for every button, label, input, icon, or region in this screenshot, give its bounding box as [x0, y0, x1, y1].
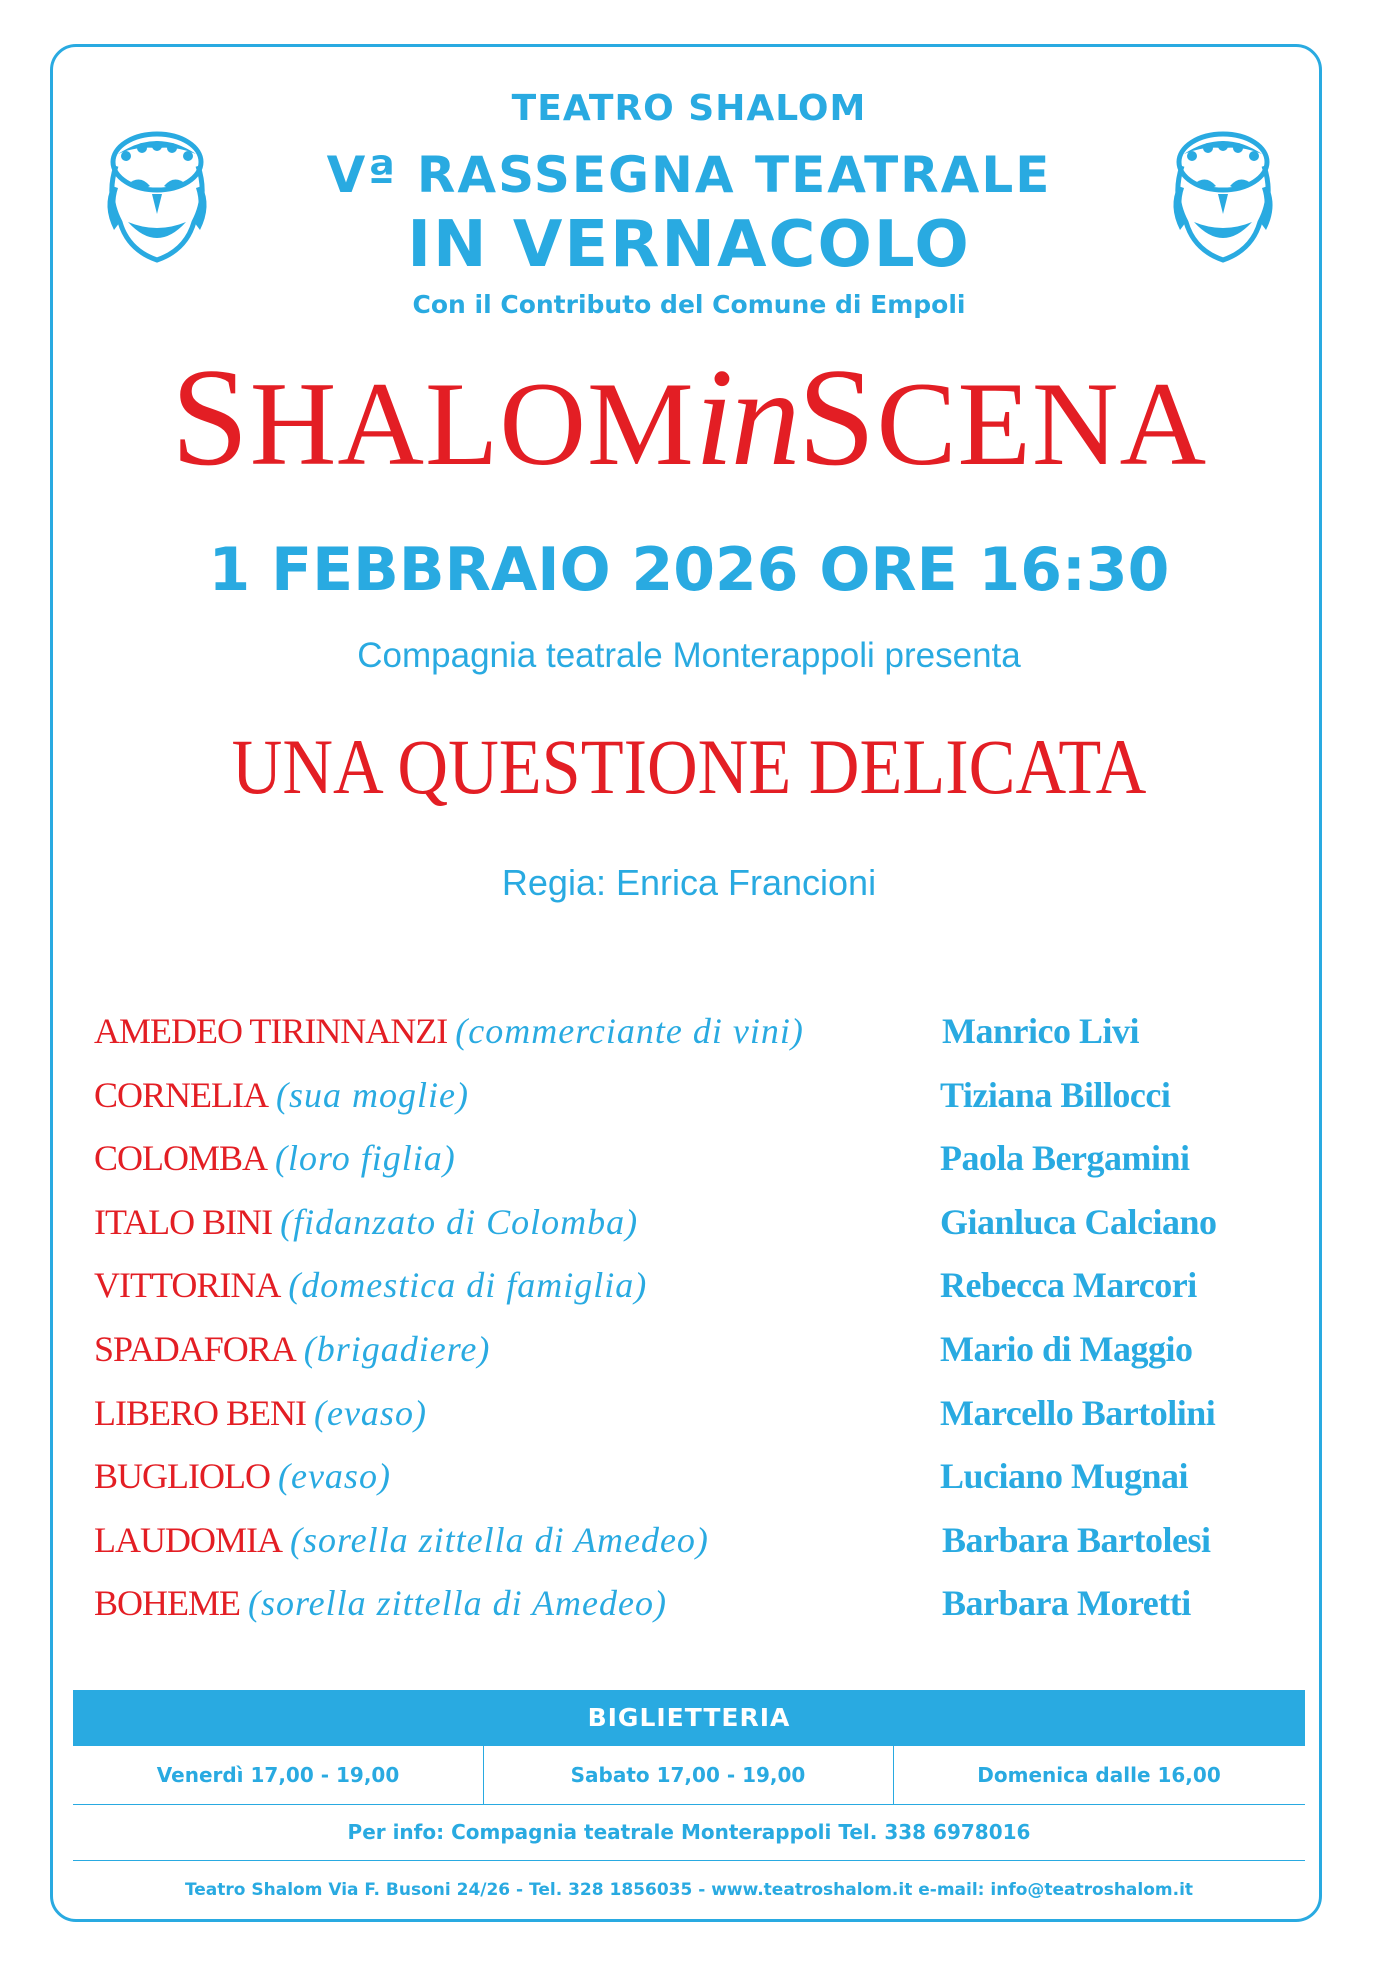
info-contact: Per info: Compagnia teatrale Monterappoli Tel. 338 6978016 [73, 1804, 1305, 1861]
hours-friday: Venerdì 17,00 - 19,00 [73, 1746, 484, 1804]
role-description: (commerciante di vini) [455, 1011, 804, 1051]
hours-saturday: Sabato 17,00 - 19,00 [483, 1746, 894, 1804]
role-description: (evaso) [313, 1393, 427, 1433]
actor-name: Manrico Livi [942, 1011, 1139, 1051]
role-description: (sua moglie) [276, 1075, 469, 1115]
footer-address: Teatro Shalom Via F. Busoni 24/26 - Tel. 328 1856035 - www.teatroshalom.it e-mail: info@teatroshalom.it [184, 1880, 1194, 1900]
role-description: (domestica di famiglia) [288, 1265, 648, 1305]
actor-name: Luciano Mugnai [940, 1456, 1189, 1496]
role-name: LAUDOMIA [94, 1520, 282, 1560]
role-name: CORNELIA [94, 1075, 268, 1115]
company-presents: Compagnia teatrale Monterappoli presenta [357, 636, 1021, 675]
cast-row [94, 1392, 1294, 1452]
actor-name: Paola Bergamini [940, 1138, 1190, 1178]
title-part-in: in [694, 340, 798, 495]
actor-name: Barbara Bartolesi [942, 1520, 1211, 1560]
actor-name: Mario di Maggio [940, 1329, 1193, 1369]
festival-title: Vª RASSEGNA TEATRALE [326, 146, 1052, 204]
title-part-halom: HALOM [249, 357, 695, 490]
theatre-name: TEATRO SHALOM [511, 88, 867, 129]
role-description: (evaso) [277, 1456, 391, 1496]
role-name: BUGLIOLO [94, 1456, 270, 1496]
role-name: AMEDEO TIRINNANZI [94, 1011, 448, 1051]
actor-name: Tiziana Billocci [940, 1075, 1171, 1115]
role-description: (fidanzato di Colomba) [280, 1202, 639, 1242]
cast-row [94, 1137, 1294, 1197]
box-office-heading: BIGLIETTERIA [73, 1690, 1305, 1746]
role-name: SPADAFORA [94, 1329, 296, 1369]
cast-row [94, 1519, 1294, 1579]
contribution-note: Con il Contributo del Comune di Empoli [412, 290, 966, 319]
actor-name: Barbara Moretti [942, 1583, 1191, 1623]
show-title [0, 340, 1378, 495]
role-description: (brigadiere) [303, 1329, 491, 1369]
box-office-hours [73, 1746, 1305, 1805]
event-date: 1 FEBBRAIO 2026 ORE 16:30 [208, 535, 1170, 605]
cast-row [94, 1201, 1294, 1261]
role-name: BOHEME [94, 1583, 240, 1623]
role-name: LIBERO BENI [94, 1393, 306, 1433]
cast-row [94, 1074, 1294, 1134]
title-initial-s2: S [797, 340, 877, 495]
role-name: VITTORINA [94, 1265, 281, 1305]
cast-row [94, 1582, 1294, 1642]
hours-sunday: Domenica dalle 16,00 [977, 1763, 1221, 1787]
role-description: (sorella zittella di Amedeo) [248, 1583, 667, 1623]
actor-name: Marcello Bartolini [940, 1393, 1216, 1433]
role-description: (loro figlia) [275, 1138, 456, 1178]
festival-subtitle: IN VERNACOLO [407, 208, 971, 282]
actor-name: Gianluca Calciano [940, 1202, 1217, 1242]
role-name: COLOMBA [94, 1138, 268, 1178]
cast-row [94, 1455, 1294, 1515]
director: Regia: Enrica Francioni [501, 862, 877, 903]
cast-row [94, 1328, 1294, 1388]
actor-name: Rebecca Marcori [940, 1265, 1197, 1305]
role-name: ITALO BINI [94, 1202, 273, 1242]
cast-row [94, 1264, 1294, 1324]
role-description: (sorella zittella di Amedeo) [289, 1520, 709, 1560]
title-part-cena: CENA [876, 357, 1208, 490]
play-title: UNA QUESTIONE DELICATA [231, 723, 1147, 810]
title-initial-s: S [170, 340, 250, 495]
cast-row [94, 1010, 1294, 1070]
